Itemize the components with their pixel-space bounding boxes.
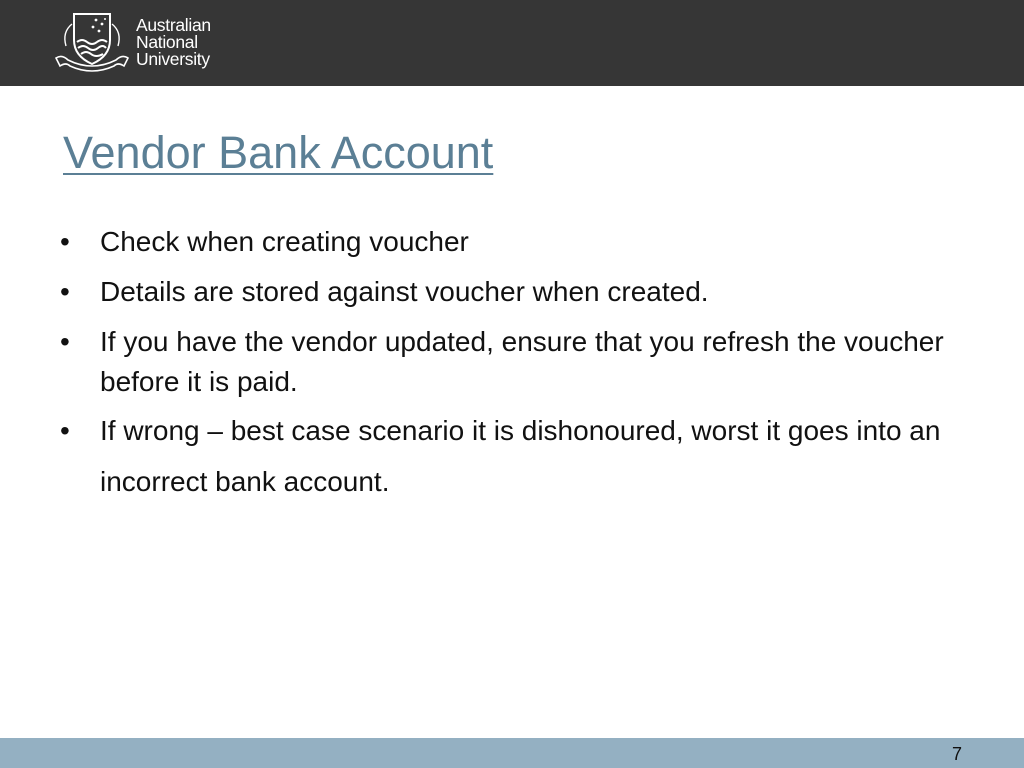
bullet-marker: • (60, 415, 70, 446)
anu-crest-icon (52, 10, 132, 74)
slide-title: Vendor Bank Account (63, 127, 494, 178)
bullet-marker: • (60, 226, 70, 257)
header-bar (0, 0, 1024, 86)
footer-bar (0, 738, 1024, 768)
list-item (60, 222, 960, 261)
bullet-list (60, 222, 960, 507)
list-item (60, 405, 960, 507)
logo-line-1: Australian (136, 14, 211, 35)
bullet-text: Check when creating voucher (100, 226, 469, 257)
list-item (60, 322, 960, 402)
page-number: 7 (951, 744, 962, 764)
bullet-marker: • (60, 276, 70, 307)
list-item (60, 272, 960, 311)
anu-logo (52, 10, 211, 74)
logo-wordmark (136, 14, 211, 69)
bullet-text: If you have the vendor updated, ensure that you refresh the voucher before it is paid. (100, 326, 944, 397)
bullet-text: Details are stored against voucher when created. (100, 276, 709, 307)
logo-line-3: University (136, 48, 210, 69)
logo-line-2: National (136, 31, 198, 52)
bullet-marker: • (60, 326, 70, 357)
bullet-text: If wrong – best case scenario it is dishonoured, worst it goes into an incorrect bank account. (100, 415, 941, 497)
